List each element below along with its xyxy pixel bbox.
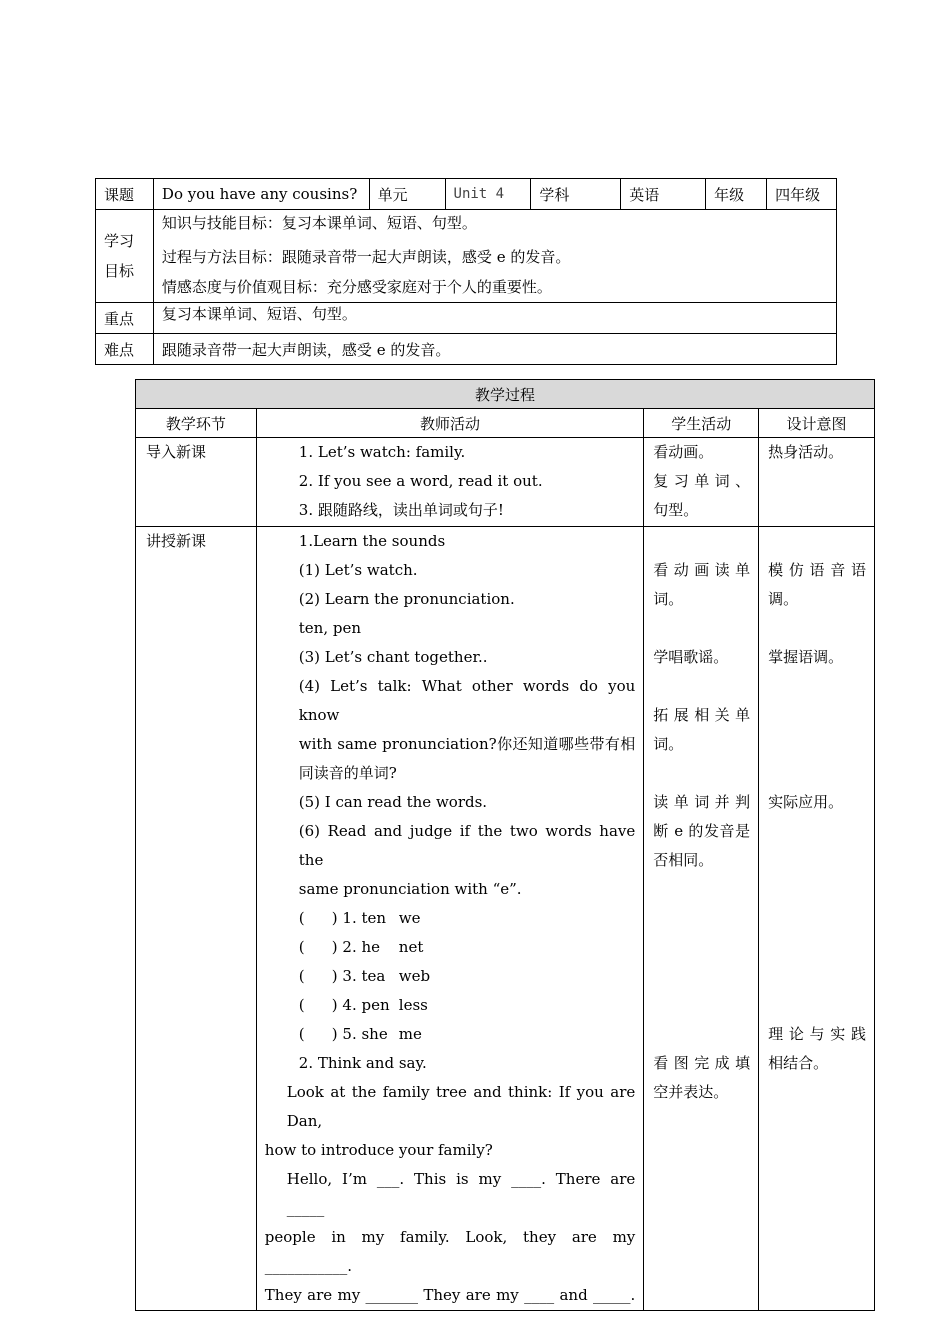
objective-process: 过程与方法目标：跟随录音带一起大声朗读，感受 e 的发音。 <box>161 248 571 266</box>
student-judge-line-2: 断 e 的发音是 <box>653 822 751 840</box>
student-judge-line-3: 否相同。 <box>653 851 714 869</box>
teach-line-11c: They are my _______ They are my ____ and _____. <box>264 1286 636 1304</box>
student-judge-line-1: 读单词并判 <box>653 793 751 811</box>
student-fill-line-2: 空并表达。 <box>653 1083 729 1101</box>
teach-stage: 讲授新课 <box>136 527 257 1311</box>
subject-value: 英语 <box>621 179 706 210</box>
intro-teacher-line-3: 3. 跟随路线，读出单词或句子! <box>298 501 504 519</box>
intro-teacher-line-2: 2. If you see a word, read it out. <box>298 472 543 490</box>
teach-line-11a: Hello, I’m ___. This is my ____. There are _____ <box>286 1170 636 1217</box>
unit-value: Unit 4 <box>445 179 531 210</box>
key-label: 重点 <box>96 303 154 334</box>
teach-line-3: (2) Learn the pronunciation. <box>298 590 515 608</box>
lesson-info-table <box>95 178 837 365</box>
intro-student-line-1: 看动画。 <box>653 443 714 461</box>
teach-line-6b: with same pronunciation?你还知道哪些带有相 <box>298 735 636 753</box>
topic-value: Do you have any cousins? <box>153 179 369 210</box>
unit-label: 单元 <box>369 179 445 210</box>
teach-line-1: 1.Learn the sounds <box>298 532 446 550</box>
student-fill-line-1: 看图完成填 <box>653 1054 751 1072</box>
judge-question-1: ( ) 1. ten we <box>298 909 421 927</box>
col-student: 学生活动 <box>644 409 759 438</box>
objectives-label-line-1: 学习 <box>104 232 135 250</box>
intent-apply: 实际应用。 <box>768 793 844 811</box>
teach-line-6a: (4) Let’s talk: What other words do you know <box>298 677 636 724</box>
intro-student-line-2: 复习单词、 <box>653 472 751 490</box>
process-title: 教学过程 <box>136 380 875 409</box>
intent-imitate-line-2: 调。 <box>768 590 799 608</box>
teach-line-5: (3) Let’s chant together.. <box>298 648 488 666</box>
judge-question-3: ( ) 3. tea web <box>298 967 431 985</box>
intro-student <box>644 438 759 527</box>
teach-student <box>644 527 759 1311</box>
intro-stage: 导入新课 <box>136 438 257 527</box>
judge-question-4: ( ) 4. pen less <box>298 996 428 1014</box>
objectives-label-line-2: 目标 <box>104 262 135 280</box>
teach-line-8b: same pronunciation with “e”. <box>298 880 522 898</box>
teach-line-10a: Look at the family tree and think: If you are Dan, <box>286 1083 636 1130</box>
intent-theory-line-2: 相结合。 <box>768 1054 829 1072</box>
intro-intent: 热身活动。 <box>759 438 875 527</box>
topic-label: 课题 <box>96 179 154 210</box>
grade-value: 四年级 <box>767 179 837 210</box>
difficulty-label: 难点 <box>96 334 154 365</box>
objectives-cell <box>153 210 836 303</box>
objective-emotion: 情感态度与价值观目标：充分感受家庭对于个人的重要性。 <box>161 278 552 296</box>
teach-line-10b: how to introduce your family? <box>264 1141 493 1159</box>
objective-knowledge: 知识与技能目标：复习本课单词、短语、句型。 <box>161 214 477 232</box>
teach-line-8a: (6) Read and judge if the two words have the <box>298 822 636 869</box>
teach-line-7: (5) I can read the words. <box>298 793 488 811</box>
teach-intent <box>759 527 875 1311</box>
teach-line-2: (1) Let’s watch. <box>298 561 418 579</box>
teach-teacher <box>256 527 644 1311</box>
teach-line-6c: 同读音的单词? <box>298 764 397 782</box>
intent-intonation: 掌握语调。 <box>768 648 844 666</box>
student-watch-line-1: 看动画读单 <box>653 561 751 579</box>
key-value: 复习本课单词、短语、句型。 <box>153 303 836 334</box>
teach-line-11b: people in my family. Look, they are my ___________. <box>264 1228 636 1275</box>
intro-teacher <box>256 438 644 527</box>
judge-question-5: ( ) 5. she me <box>298 1025 422 1043</box>
col-intent: 设计意图 <box>759 409 875 438</box>
objectives-label <box>96 210 154 303</box>
subject-label: 学科 <box>531 179 621 210</box>
student-chant: 学唱歌谣。 <box>653 648 729 666</box>
col-teacher: 教师活动 <box>256 409 644 438</box>
student-extend-line-2: 词。 <box>653 735 684 753</box>
intro-teacher-line-1: 1. Let’s watch: family. <box>298 443 466 461</box>
teaching-process-table <box>135 379 875 1311</box>
teach-line-9: 2. Think and say. <box>298 1054 427 1072</box>
col-stage: 教学环节 <box>136 409 257 438</box>
intent-imitate-line-1: 模仿语音语 <box>768 561 866 579</box>
difficulty-value: 跟随录音带一起大声朗读，感受 e 的发音。 <box>153 334 836 365</box>
student-watch-line-2: 词。 <box>653 590 684 608</box>
judge-question-2: ( ) 2. he net <box>298 938 424 956</box>
student-extend-line-1: 拓展相关单 <box>653 706 751 724</box>
grade-label: 年级 <box>706 179 767 210</box>
intro-student-line-3: 句型。 <box>653 501 699 519</box>
intent-theory-line-1: 理论与实践 <box>768 1025 866 1043</box>
teach-line-4: ten, pen <box>298 619 362 637</box>
